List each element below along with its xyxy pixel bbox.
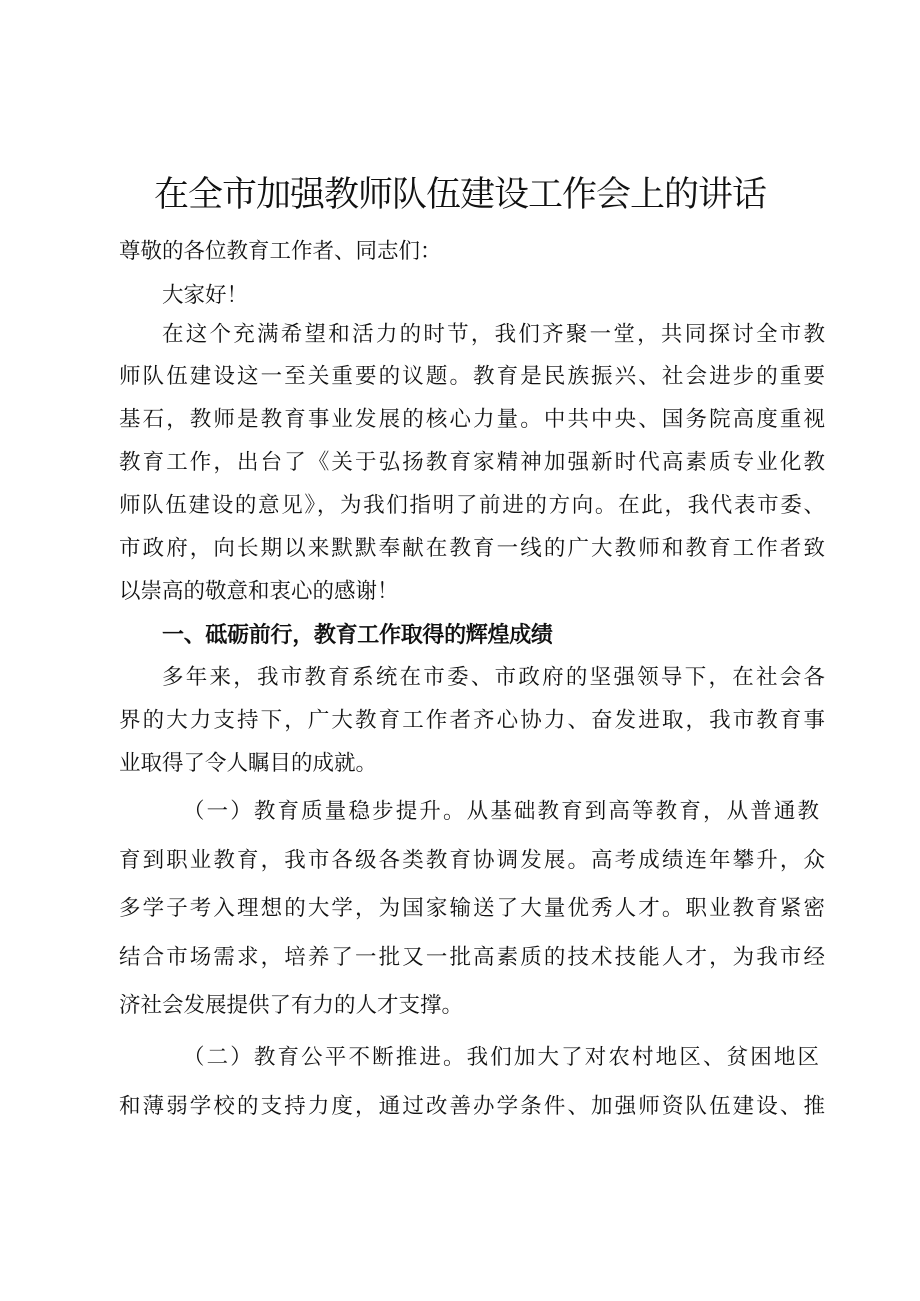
intro-line-5: 师队伍建设的意见》，为我们指明了前进的方向。在此，我代表市委、 bbox=[119, 493, 825, 518]
sub1-line-5: 济社会发展提供了有力的人才支撑。 bbox=[119, 993, 464, 1018]
document-title: 在全市加强教师队伍建设工作会上的讲话 bbox=[153, 175, 766, 215]
sub2-line-1: （二）教育公平不断推进。我们加大了对农村地区、贫困地区 bbox=[183, 1045, 819, 1070]
section1-line-1: 多年来，我市教育系统在市委、市政府的坚强领导下，在社会各 bbox=[162, 665, 825, 690]
sub1-line-4: 结合市场需求，培养了一批又一批高素质的技术技能人才，为我市经 bbox=[119, 945, 825, 970]
greeting: 大家好！ bbox=[162, 283, 249, 308]
intro-line-1: 在这个充满希望和活力的时节，我们齐聚一堂，共同探讨全市教 bbox=[162, 322, 825, 347]
section-heading-1: 一、砥砺前行，教育工作取得的辉煌成绩 bbox=[162, 623, 553, 648]
section1-line-3: 业取得了令人瞩目的成就。 bbox=[119, 751, 378, 776]
sub1-line-2: 育到职业教育，我市各级各类教育协调发展。高考成绩连年攀升，众 bbox=[119, 848, 825, 873]
intro-line-4: 教育工作，出台了《关于弘扬教育家精神加强新时代高素质专业化教 bbox=[119, 450, 825, 475]
intro-line-2: 师队伍建设这一至关重要的议题。教育是民族振兴、社会进步的重要 bbox=[119, 364, 825, 389]
sub1-line-3: 多学子考入理想的大学，为国家输送了大量优秀人才。职业教育紧密 bbox=[119, 896, 825, 921]
sub1-line-1: （一）教育质量稳步提升。从基础教育到高等教育，从普通教 bbox=[183, 799, 819, 824]
intro-line-7: 以崇高的敬意和衷心的感谢！ bbox=[119, 579, 399, 604]
intro-line-3: 基石，教师是教育事业发展的核心力量。中共中央、国务院高度重视 bbox=[119, 407, 825, 432]
salutation: 尊敬的各位教育工作者、同志们： bbox=[119, 239, 442, 264]
sub2-line-2: 和薄弱学校的支持力度，通过改善办学条件、加强师资队伍建设、推 bbox=[119, 1094, 825, 1119]
intro-line-6: 市政府，向长期以来默默奉献在教育一线的广大教师和教育工作者致 bbox=[119, 536, 825, 561]
section1-line-2: 界的大力支持下，广大教育工作者齐心协力、奋发进取，我市教育事 bbox=[119, 708, 825, 733]
